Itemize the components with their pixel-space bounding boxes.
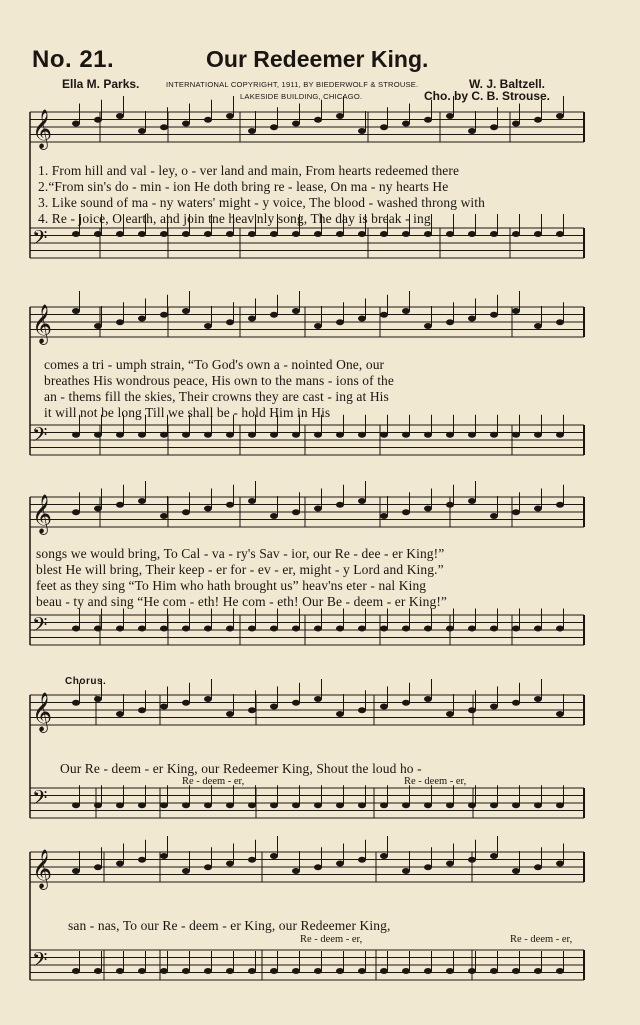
note-head	[424, 117, 432, 123]
note-head	[160, 853, 168, 859]
hymn-title: Our Redeemer King.	[206, 46, 429, 72]
note-head	[94, 506, 102, 512]
note-head	[160, 432, 168, 438]
note-head	[556, 968, 564, 974]
note-head	[94, 864, 102, 870]
note-head	[490, 968, 498, 974]
note-head	[94, 117, 102, 123]
note-head	[556, 626, 564, 632]
note-head	[270, 802, 278, 808]
note-head	[402, 231, 410, 237]
note-head	[512, 802, 520, 808]
note-head	[138, 626, 146, 632]
note-head	[292, 802, 300, 808]
note-head	[336, 113, 344, 119]
note-head	[380, 626, 388, 632]
note-head	[138, 128, 146, 134]
note-head	[138, 857, 146, 863]
note-head	[314, 323, 322, 329]
verse-line-2-2: breathes His wondrous peace, His own to the mans - ions of the	[44, 373, 395, 388]
note-head	[556, 502, 564, 508]
note-head	[116, 861, 124, 867]
note-head	[204, 117, 212, 123]
note-head	[314, 864, 322, 870]
note-head	[556, 113, 564, 119]
note-head	[226, 113, 234, 119]
note-head	[204, 323, 212, 329]
note-head	[358, 316, 366, 322]
note-head	[116, 968, 124, 974]
note-head	[358, 498, 366, 504]
note-head	[358, 968, 366, 974]
note-head	[446, 711, 454, 717]
note-head	[292, 432, 300, 438]
note-head	[402, 308, 410, 314]
bass-clef-icon: 𝄢	[32, 948, 48, 976]
verse-line-2-1: comes a tri - umph strain, “To God's own a - nointed One, our	[44, 357, 385, 372]
note-head	[446, 432, 454, 438]
note-head	[336, 711, 344, 717]
verse-line-3-4: beau - ty and sing “He com - eth! He com - eth! Our Be - deem - er King!”	[36, 594, 448, 609]
note-head	[182, 968, 190, 974]
note-head	[380, 513, 388, 519]
note-head	[358, 802, 366, 808]
note-head	[248, 432, 256, 438]
chorus-line-1: Our Re - deem - er King, our Redeemer King, Shout the loud ho -	[60, 761, 422, 776]
verse-line-1-2: 2.“From sin's do - min - ion He doth bring re - lease, On ma - ny hearts He	[38, 179, 449, 194]
note-head	[182, 802, 190, 808]
note-head	[270, 124, 278, 130]
note-head	[380, 968, 388, 974]
note-head	[292, 509, 300, 515]
note-head	[512, 626, 520, 632]
note-head	[72, 802, 80, 808]
note-head	[182, 868, 190, 874]
note-head	[72, 432, 80, 438]
lyricist-credit: Ella M. Parks.	[62, 77, 140, 91]
note-head	[314, 802, 322, 808]
note-head	[292, 231, 300, 237]
note-head	[72, 121, 80, 127]
note-head	[534, 231, 542, 237]
note-head	[248, 128, 256, 134]
note-head	[248, 316, 256, 322]
note-head	[446, 861, 454, 867]
note-head	[468, 707, 476, 713]
note-head	[534, 626, 542, 632]
note-head	[138, 498, 146, 504]
note-head	[292, 868, 300, 874]
chorus-line-2: san - nas, To our Re - deem - er King, our Redeemer King,	[68, 918, 391, 933]
note-head	[534, 864, 542, 870]
note-head	[336, 626, 344, 632]
verse-line-1-3: 3. Like sound of ma - ny waters' might - y voice, The blood - washed throng with	[38, 195, 485, 210]
note-head	[116, 626, 124, 632]
note-head	[336, 231, 344, 237]
note-head	[226, 231, 234, 237]
chorus-bass-echo-1b: Re - deem - er,	[404, 776, 467, 787]
note-head	[402, 868, 410, 874]
note-head	[424, 231, 432, 237]
note-head	[512, 509, 520, 515]
note-head	[160, 124, 168, 130]
note-head	[138, 231, 146, 237]
note-head	[534, 696, 542, 702]
composer-credit: W. J. Baltzell.	[469, 77, 546, 91]
note-head	[226, 861, 234, 867]
verse-line-3-1: songs we would bring, To Cal - va - ry's Sav - ior, our Re - dee - er King!”	[36, 546, 445, 561]
note-head	[490, 513, 498, 519]
verse-line-1-4: 4. Re - joice, O earth, and join tne heav'nly song, The day is break - ing	[38, 211, 431, 226]
note-head	[182, 700, 190, 706]
note-head	[402, 432, 410, 438]
note-head	[556, 802, 564, 808]
copyright-line-2: LAKESIDE BUILDING, CHICAGO.	[240, 92, 363, 101]
note-head	[314, 117, 322, 123]
chorus-bass-echo-1a: Re - deem - er,	[182, 776, 245, 787]
note-head	[402, 626, 410, 632]
note-head	[336, 802, 344, 808]
verse-line-3-3: feet as they sing “To Him who hath brought us” heav'ns eter - nal King	[36, 578, 427, 593]
note-head	[94, 432, 102, 438]
note-head	[512, 121, 520, 127]
note-head	[534, 117, 542, 123]
treble-clef-icon: 𝄞	[32, 494, 53, 534]
note-head	[424, 864, 432, 870]
bass-clef-icon: 𝄢	[32, 613, 48, 641]
note-head	[358, 707, 366, 713]
bass-clef-icon: 𝄢	[32, 226, 48, 254]
note-head	[534, 802, 542, 808]
note-head	[270, 704, 278, 710]
note-head	[490, 312, 498, 318]
note-head	[116, 432, 124, 438]
note-head	[182, 432, 190, 438]
note-head	[226, 502, 234, 508]
note-head	[160, 802, 168, 808]
note-head	[138, 432, 146, 438]
note-head	[226, 968, 234, 974]
note-head	[468, 128, 476, 134]
note-head	[160, 312, 168, 318]
note-head	[336, 861, 344, 867]
note-head	[116, 711, 124, 717]
verse-line-2-3: an - thems fill the skies, Their crowns they are cast - ing at His	[44, 389, 389, 404]
note-head	[468, 498, 476, 504]
note-head	[468, 432, 476, 438]
note-head	[402, 968, 410, 974]
note-head	[160, 513, 168, 519]
note-head	[116, 802, 124, 808]
note-head	[512, 231, 520, 237]
treble-clef-icon: 𝄞	[32, 304, 53, 344]
treble-clef-icon: 𝄞	[32, 692, 53, 732]
note-head	[380, 802, 388, 808]
note-head	[446, 319, 454, 325]
note-head	[380, 853, 388, 859]
copyright-line-1: INTERNATIONAL COPYRIGHT, 1911, BY BIEDERWOLF & STROUSE.	[166, 80, 419, 89]
note-head	[358, 128, 366, 134]
note-head	[94, 231, 102, 237]
note-head	[314, 626, 322, 632]
note-head	[138, 802, 146, 808]
note-head	[512, 868, 520, 874]
note-head	[336, 968, 344, 974]
note-head	[226, 626, 234, 632]
verse-line-3-2: blest He will bring, Their keep - er for - ev - er, might - y Lord and King.”	[36, 562, 444, 577]
note-head	[534, 968, 542, 974]
note-head	[468, 968, 476, 974]
note-head	[314, 432, 322, 438]
note-head	[116, 113, 124, 119]
note-head	[182, 121, 190, 127]
note-head	[292, 121, 300, 127]
note-head	[380, 432, 388, 438]
note-head	[94, 626, 102, 632]
note-head	[94, 968, 102, 974]
note-head	[490, 853, 498, 859]
note-head	[292, 700, 300, 706]
note-head	[534, 506, 542, 512]
note-head	[94, 802, 102, 808]
note-head	[490, 704, 498, 710]
note-head	[336, 502, 344, 508]
note-head	[248, 707, 256, 713]
note-head	[358, 857, 366, 863]
note-head	[270, 513, 278, 519]
note-head	[270, 626, 278, 632]
hymn-number: No. 21.	[32, 46, 115, 73]
note-head	[534, 432, 542, 438]
note-head	[556, 432, 564, 438]
note-head	[226, 711, 234, 717]
note-head	[226, 432, 234, 438]
note-head	[160, 231, 168, 237]
note-head	[72, 868, 80, 874]
note-head	[72, 308, 80, 314]
note-head	[402, 509, 410, 515]
note-head	[556, 319, 564, 325]
note-head	[116, 502, 124, 508]
note-head	[292, 308, 300, 314]
note-head	[292, 626, 300, 632]
note-head	[182, 509, 190, 515]
note-head	[424, 696, 432, 702]
note-head	[402, 700, 410, 706]
note-head	[116, 319, 124, 325]
note-head	[94, 696, 102, 702]
note-head	[556, 861, 564, 867]
note-head	[248, 626, 256, 632]
note-head	[314, 968, 322, 974]
note-head	[424, 323, 432, 329]
note-head	[248, 231, 256, 237]
note-head	[490, 432, 498, 438]
note-head	[512, 968, 520, 974]
note-head	[226, 319, 234, 325]
note-head	[248, 968, 256, 974]
note-head	[512, 700, 520, 706]
note-head	[204, 968, 212, 974]
note-head	[270, 432, 278, 438]
note-head	[336, 432, 344, 438]
bass-clef-icon: 𝄢	[32, 423, 48, 451]
note-head	[468, 857, 476, 863]
note-head	[402, 802, 410, 808]
note-head	[160, 968, 168, 974]
chorus-bass-echo-2b: Re - deem - er,	[510, 934, 573, 945]
note-head	[336, 319, 344, 325]
note-head	[402, 121, 410, 127]
note-head	[380, 312, 388, 318]
note-head	[490, 802, 498, 808]
note-head	[424, 802, 432, 808]
note-head	[424, 626, 432, 632]
note-head	[314, 231, 322, 237]
verse-line-1-1: 1. From hill and val - ley, o - ver land and main, From hearts redeemed there	[38, 163, 460, 178]
note-head	[490, 626, 498, 632]
note-head	[292, 968, 300, 974]
note-head	[380, 704, 388, 710]
note-head	[182, 308, 190, 314]
note-head	[446, 802, 454, 808]
note-head	[358, 626, 366, 632]
chorus-label: Chorus.	[65, 676, 107, 687]
note-head	[204, 626, 212, 632]
note-head	[270, 853, 278, 859]
note-head	[248, 498, 256, 504]
note-head	[204, 432, 212, 438]
note-head	[424, 432, 432, 438]
note-head	[270, 231, 278, 237]
note-head	[72, 509, 80, 515]
note-head	[424, 506, 432, 512]
note-head	[512, 432, 520, 438]
note-head	[204, 506, 212, 512]
note-head	[116, 231, 124, 237]
note-head	[204, 696, 212, 702]
note-head	[468, 316, 476, 322]
note-head	[314, 506, 322, 512]
note-head	[204, 802, 212, 808]
bass-clef-icon: 𝄢	[32, 786, 48, 814]
note-head	[380, 124, 388, 130]
note-head	[72, 626, 80, 632]
note-head	[512, 308, 520, 314]
note-head	[72, 968, 80, 974]
note-head	[446, 502, 454, 508]
note-head	[72, 231, 80, 237]
note-head	[446, 626, 454, 632]
note-head	[490, 124, 498, 130]
note-head	[160, 626, 168, 632]
note-head	[204, 231, 212, 237]
treble-clef-icon: 𝄞	[32, 849, 53, 889]
note-head	[138, 968, 146, 974]
note-head	[138, 707, 146, 713]
note-head	[556, 231, 564, 237]
note-head	[94, 323, 102, 329]
note-head	[358, 231, 366, 237]
note-head	[314, 696, 322, 702]
note-head	[534, 323, 542, 329]
note-head	[204, 864, 212, 870]
note-head	[182, 231, 190, 237]
note-head	[468, 626, 476, 632]
note-head	[490, 231, 498, 237]
chorus-credit: Cho. by C. B. Strouse.	[424, 89, 551, 103]
note-head	[358, 432, 366, 438]
note-head	[424, 968, 432, 974]
note-head	[468, 231, 476, 237]
note-head	[160, 704, 168, 710]
note-head	[446, 968, 454, 974]
treble-clef-icon: 𝄞	[32, 109, 53, 149]
chorus-bass-echo-2a: Re - deem - er,	[300, 934, 363, 945]
note-head	[380, 231, 388, 237]
verse-line-2-4: it will not be long Till we shall be - hold Him in His	[44, 405, 331, 420]
note-head	[270, 968, 278, 974]
note-head	[270, 312, 278, 318]
note-head	[72, 700, 80, 706]
note-head	[182, 626, 190, 632]
note-head	[138, 316, 146, 322]
note-head	[468, 802, 476, 808]
note-head	[556, 711, 564, 717]
note-head	[446, 231, 454, 237]
note-head	[446, 113, 454, 119]
note-head	[248, 857, 256, 863]
note-head	[248, 802, 256, 808]
note-head	[226, 802, 234, 808]
